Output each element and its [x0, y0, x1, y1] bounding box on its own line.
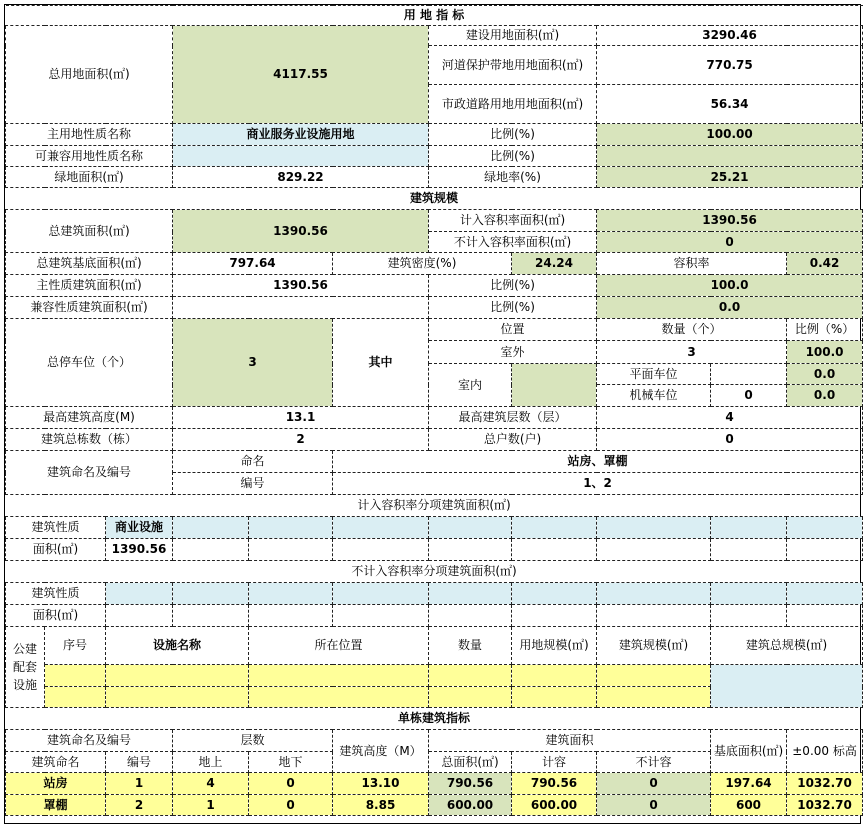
far-nature-cell[interactable]	[787, 517, 863, 539]
pf-cell[interactable]	[512, 665, 597, 687]
footprint-label: 总建筑基底面积(㎡)	[6, 253, 173, 275]
public-facilities-label: 公建配套设施	[6, 627, 45, 708]
non-far-area-cell[interactable]	[249, 605, 333, 627]
far-area-cell[interactable]	[333, 539, 429, 561]
pf-header-building-scale: 建筑规模(㎡)	[597, 627, 711, 665]
sb-base[interactable]: 197.64	[711, 773, 787, 795]
far-area-cell[interactable]	[597, 539, 711, 561]
sb-name[interactable]: 罩棚	[6, 795, 106, 816]
pf-header-location: 所在位置	[249, 627, 429, 665]
total-area-label: 总用地面积(㎡)	[6, 26, 173, 124]
footprint-value[interactable]: 797.64	[173, 253, 333, 275]
sb-no[interactable]: 2	[106, 795, 173, 816]
name-value[interactable]: 站房、罩棚	[333, 451, 863, 473]
non-far-area-cell[interactable]	[333, 605, 429, 627]
sb-elev[interactable]: 1032.70	[787, 795, 863, 816]
far-area-label: 计入容积率面积(㎡)	[429, 210, 597, 232]
sb-h-above: 地上	[173, 752, 249, 773]
non-far-area-cell[interactable]	[512, 605, 597, 627]
sb-h-no: 编号	[106, 752, 173, 773]
sb-name[interactable]: 站房	[6, 773, 106, 795]
non-far-area-value[interactable]: 0	[597, 232, 863, 253]
green-rate-value[interactable]: 25.21	[597, 167, 863, 188]
pf-header-total-scale: 建筑总规模(㎡)	[711, 627, 863, 665]
compat-nature-ratio-value[interactable]: 0.0	[597, 297, 863, 319]
sb-nonfar[interactable]: 0	[597, 773, 711, 795]
pf-cell[interactable]	[597, 687, 711, 708]
sb-far[interactable]: 600.00	[512, 795, 597, 816]
main-nature-label: 主性质建筑面积(㎡)	[6, 275, 173, 297]
total-floor-label: 总建筑面积(㎡)	[6, 210, 173, 253]
compat-ratio-value[interactable]	[597, 146, 863, 167]
non-far-nature-cell[interactable]	[512, 583, 597, 605]
non-far-nature-cell[interactable]	[173, 583, 249, 605]
sb-h-floors: 层数	[173, 730, 333, 752]
far-nature-cell[interactable]: 商业设施	[106, 517, 173, 539]
outdoor-label: 室外	[429, 341, 597, 364]
sb-h-floor-area: 建筑面积	[429, 730, 711, 752]
far-area-value[interactable]: 1390.56	[597, 210, 863, 232]
pf-cell[interactable]	[45, 665, 106, 687]
mech-parking-label: 机械车位	[597, 385, 711, 407]
flat-parking-ratio[interactable]: 0.0	[787, 364, 863, 385]
sb-h-name: 建筑命名	[6, 752, 106, 773]
parking-ratio-header: 比例（%）	[787, 319, 863, 341]
compat-ratio-label: 比例(%)	[429, 146, 597, 167]
sb-below[interactable]: 0	[249, 795, 333, 816]
section-land-title: 用 地 指 标	[6, 6, 863, 26]
pf-header-no: 序号	[45, 627, 106, 665]
compat-use-label: 可兼容用地性质名称	[6, 146, 173, 167]
flat-parking-label: 平面车位	[597, 364, 711, 385]
far-area-cell[interactable]	[173, 539, 249, 561]
max-floors-value[interactable]: 4	[597, 407, 863, 429]
non-far-nature-cell[interactable]	[249, 583, 333, 605]
indicator-table	[5, 5, 863, 816]
pf-cell[interactable]	[106, 665, 249, 687]
pf-header-qty: 数量	[429, 627, 512, 665]
non-far-nature-cell[interactable]	[106, 583, 173, 605]
sb-nonfar[interactable]: 0	[597, 795, 711, 816]
far-area-cell[interactable]	[711, 539, 787, 561]
non-far-area-cell[interactable]	[597, 605, 711, 627]
non-far-area-cell[interactable]	[173, 605, 249, 627]
sb-h-nonfar: 不计容	[597, 752, 711, 773]
pf-cell[interactable]	[429, 665, 512, 687]
sb-height[interactable]: 8.85	[333, 795, 429, 816]
pf-header-name: 设施名称	[106, 627, 249, 665]
main-nature-ratio-label: 比例(%)	[429, 275, 597, 297]
compat-nature-value[interactable]	[173, 297, 429, 319]
sb-below[interactable]: 0	[249, 773, 333, 795]
naming-label: 建筑命名及编号	[6, 451, 173, 495]
total-area-value[interactable]: 4117.55	[173, 26, 429, 124]
far-nature-cell[interactable]	[512, 517, 597, 539]
compat-use-value[interactable]	[173, 146, 429, 167]
indoor-label: 室内	[429, 364, 512, 407]
pf-cell[interactable]	[429, 687, 512, 708]
non-far-area-cell[interactable]	[787, 605, 863, 627]
far-value[interactable]: 0.42	[787, 253, 863, 275]
pf-total-scale-value[interactable]	[711, 665, 863, 708]
non-far-breakdown-title: 不计入容积率分项建筑面积(㎡)	[6, 561, 863, 583]
main-ratio-label: 比例(%)	[429, 124, 597, 146]
flat-parking-qty[interactable]	[711, 364, 787, 385]
table-row	[6, 795, 863, 816]
pf-cell[interactable]	[249, 665, 429, 687]
river-area-value[interactable]: 770.75	[597, 46, 863, 85]
pf-cell[interactable]	[45, 687, 106, 708]
main-ratio-value[interactable]: 100.00	[597, 124, 863, 146]
green-area-label: 绿地面积(㎡)	[6, 167, 173, 188]
construction-area-label: 建设用地面积(㎡)	[429, 26, 597, 46]
outdoor-qty[interactable]: 3	[597, 341, 787, 364]
far-nature-cell[interactable]	[711, 517, 787, 539]
pf-cell[interactable]	[249, 687, 429, 708]
sb-no[interactable]: 1	[106, 773, 173, 795]
sb-above[interactable]: 4	[173, 773, 249, 795]
far-area-cell[interactable]: 1390.56	[106, 539, 173, 561]
non-far-area-cell[interactable]	[429, 605, 512, 627]
sb-h-elev: ±0.00 标高	[787, 730, 863, 773]
compat-nature-ratio-label: 比例(%)	[429, 297, 597, 319]
far-breakdown-title: 计入容积率分项建筑面积(㎡)	[6, 495, 863, 517]
total-floor-value[interactable]: 1390.56	[173, 210, 429, 253]
non-far-area-cell[interactable]	[711, 605, 787, 627]
pf-header-land-scale: 用地规模(㎡)	[512, 627, 597, 665]
building-count-value[interactable]: 2	[173, 429, 429, 451]
far-nature-cell[interactable]	[333, 517, 429, 539]
max-height-label: 最高建筑高度(M)	[6, 407, 173, 429]
non-far-nature-cell[interactable]	[711, 583, 787, 605]
sb-h-far: 计容	[512, 752, 597, 773]
far-nature-cell[interactable]	[249, 517, 333, 539]
river-area-label: 河道保护带地用地面积(㎡)	[429, 46, 597, 85]
pf-cell[interactable]	[106, 687, 249, 708]
sb-far[interactable]: 790.56	[512, 773, 597, 795]
far-nature-cell[interactable]	[597, 517, 711, 539]
sb-h-height: 建筑高度（M）	[333, 730, 429, 773]
sb-h-total: 总面积(㎡)	[429, 752, 512, 773]
sb-total[interactable]: 600.00	[429, 795, 512, 816]
name-label: 命名	[173, 451, 333, 473]
density-label: 建筑密度(%)	[333, 253, 512, 275]
pf-cell[interactable]	[597, 665, 711, 687]
far-nature-cell[interactable]	[173, 517, 249, 539]
households-label: 总户数(户)	[429, 429, 597, 451]
road-area-value[interactable]: 56.34	[597, 85, 863, 124]
number-value[interactable]: 1、2	[333, 473, 863, 495]
mech-parking-qty[interactable]: 0	[711, 385, 787, 407]
far-area-cell[interactable]	[249, 539, 333, 561]
non-far-area-row-label: 面积(㎡)	[6, 605, 106, 627]
non-far-area-label: 不计入容积率面积(㎡)	[429, 232, 597, 253]
sb-h-below: 地下	[249, 752, 333, 773]
far-area-row-label: 面积(㎡)	[6, 539, 106, 561]
far-label: 容积率	[597, 253, 787, 275]
non-far-area-cell[interactable]	[106, 605, 173, 627]
pf-cell[interactable]	[512, 687, 597, 708]
non-far-nature-label: 建筑性质	[6, 583, 106, 605]
parking-value[interactable]: 3	[173, 319, 333, 407]
sb-total[interactable]: 790.56	[429, 773, 512, 795]
main-use-value[interactable]: 商业服务业设施用地	[173, 124, 429, 146]
non-far-nature-cell[interactable]	[429, 583, 512, 605]
outdoor-ratio[interactable]: 100.0	[787, 341, 863, 364]
non-far-nature-cell[interactable]	[787, 583, 863, 605]
mech-parking-ratio[interactable]: 0.0	[787, 385, 863, 407]
sb-h-name-no: 建筑命名及编号	[6, 730, 173, 752]
far-area-cell[interactable]	[787, 539, 863, 561]
parking-of-which: 其中	[333, 319, 429, 407]
indoor-value[interactable]	[512, 364, 597, 407]
road-area-label: 市政道路用地用地面积(㎡)	[429, 85, 597, 124]
green-rate-label: 绿地率(%)	[429, 167, 597, 188]
non-far-nature-cell[interactable]	[597, 583, 711, 605]
section-single-building-title: 单栋建筑指标	[6, 708, 863, 730]
sb-base[interactable]: 600	[711, 795, 787, 816]
households-value[interactable]: 0	[597, 429, 863, 451]
building-count-label: 建筑总栋数（栋）	[6, 429, 173, 451]
main-nature-value[interactable]: 1390.56	[173, 275, 429, 297]
table-row	[6, 773, 863, 795]
far-nature-cell[interactable]	[429, 517, 512, 539]
sb-height[interactable]: 13.10	[333, 773, 429, 795]
far-area-cell[interactable]	[429, 539, 512, 561]
parking-pos-header: 位置	[429, 319, 597, 341]
compat-nature-label: 兼容性质建筑面积(㎡)	[6, 297, 173, 319]
far-area-cell[interactable]	[512, 539, 597, 561]
sb-elev[interactable]: 1032.70	[787, 773, 863, 795]
section-building-title: 建筑规模	[6, 188, 863, 210]
parking-label: 总停车位（个）	[6, 319, 173, 407]
parking-qty-header: 数量（个）	[597, 319, 787, 341]
sb-above[interactable]: 1	[173, 795, 249, 816]
density-value[interactable]: 24.24	[512, 253, 597, 275]
far-nature-label: 建筑性质	[6, 517, 106, 539]
non-far-nature-cell[interactable]	[333, 583, 429, 605]
main-nature-ratio-value[interactable]: 100.0	[597, 275, 863, 297]
max-floors-label: 最高建筑层数（层）	[429, 407, 597, 429]
green-area-value[interactable]: 829.22	[173, 167, 429, 188]
max-height-value[interactable]: 13.1	[173, 407, 429, 429]
main-use-label: 主用地性质名称	[6, 124, 173, 146]
number-label: 编号	[173, 473, 333, 495]
sb-h-base: 基底面积(㎡)	[711, 730, 787, 773]
construction-area-value[interactable]: 3290.46	[597, 26, 863, 46]
